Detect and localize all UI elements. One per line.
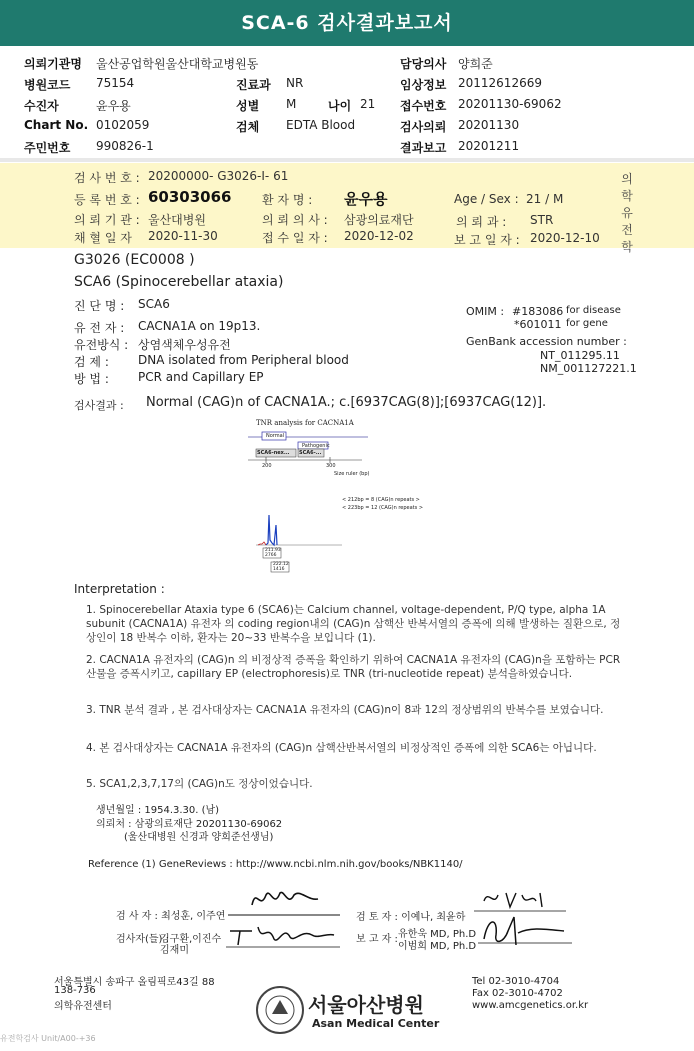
header-value: 양희준 xyxy=(458,57,493,71)
peak-trace xyxy=(266,515,277,545)
dept-label: 의 뢰 과 : xyxy=(456,215,507,229)
genbank-label: GenBank accession number : xyxy=(466,335,627,348)
reporter-name: 유한욱 MD, Ph.D xyxy=(398,929,477,940)
peak-height: 2766 xyxy=(265,553,277,558)
segment-label: SCA6-... xyxy=(299,450,322,456)
header-label: 나이 xyxy=(328,99,352,113)
header-value: 윤우용 xyxy=(96,99,131,113)
header-label: 담당의사 xyxy=(400,57,447,71)
peak-size: 211.93 xyxy=(265,548,281,553)
assistants-names: 김재미 xyxy=(160,945,189,956)
interpretation-heading: Interpretation : xyxy=(74,582,165,596)
header-label: 검체 xyxy=(236,120,260,134)
reviewer: 검 토 자 : 이예나, 최윤하 xyxy=(356,912,466,923)
address: 서울특별시 송파구 올림픽로43길 88 xyxy=(54,977,215,988)
omim-label: OMIM : xyxy=(466,305,505,318)
test-code: G3026 (EC0008 ) xyxy=(74,252,195,268)
header-label: 접수번호 xyxy=(400,99,447,113)
header-value: 울산공업학원울산대학교병원동 xyxy=(96,57,259,71)
exam-no-label: 검 사 번 호 : xyxy=(74,171,140,185)
header-label: 수진자 xyxy=(24,99,59,113)
patient-info-box xyxy=(0,163,694,254)
header-value: 20112612669 xyxy=(458,76,542,90)
inst: 울산대병원 xyxy=(148,213,206,227)
birth-date: 생년월일 : 1954.3.30. (남) xyxy=(96,805,220,816)
interpretation-item: 2. CACNA1A 유전자의 (CAG)n 의 비정상적 증폭을 확인하기 위하여 CACNA1A 유전자의 (CAG)n을 포함하는 PCR 산물을 증폭시키고, capillary EP (electrophoresis)로 TNR (tri-nucleotide repeat) 분석을하였습니다. xyxy=(86,654,621,680)
genbank-1: NT_011295.11 xyxy=(540,349,620,362)
header-value: 75154 xyxy=(96,76,135,90)
divider xyxy=(0,158,694,162)
referrer-detail: (울산대병원 신경과 양희준선생님) xyxy=(124,832,274,843)
repeat-note: < 212bp = 8 (CAG)n repeats > xyxy=(342,497,420,503)
inst-label: 의 뢰 기 관 : xyxy=(74,213,140,227)
report-date: 2020-12-10 xyxy=(530,231,600,245)
tester: 검 사 자 : 최성훈, 이주연 xyxy=(116,911,226,922)
omim-disease: #183086 xyxy=(512,305,564,318)
result-label: 검사결과 : xyxy=(74,399,124,412)
figure-title: TNR analysis for CACNA1A xyxy=(256,419,354,427)
header-label: 임상정보 xyxy=(400,78,447,92)
doctor-label: 의 뢰 의 사 : xyxy=(262,213,328,227)
address-zip: 138-736 xyxy=(54,985,96,996)
reporter-signature xyxy=(474,911,574,951)
corner-watermark: 유전학검사 Unit/A00-+36 xyxy=(0,1034,96,1043)
header-value: 0102059 xyxy=(96,118,150,132)
doctor: 삼광의료재단 xyxy=(344,213,414,227)
header-label: 병원코드 xyxy=(24,78,71,92)
header-label: 검사의뢰 xyxy=(400,120,447,134)
header-value: 20201211 xyxy=(458,139,520,153)
reg-no-label: 등 록 번 호 : xyxy=(74,193,140,207)
hospital-name-en: Asan Medical Center xyxy=(312,1017,440,1030)
patient-label: 환 자 명 : xyxy=(262,193,313,207)
header-value: 20201130 xyxy=(458,118,520,132)
exam-no: 20200000- G3026-I- 61 xyxy=(148,169,289,183)
agesex-label: Age / Sex : xyxy=(454,192,519,206)
report-label: 보 고 일 자 : xyxy=(454,233,520,247)
header-value: 990826-1 xyxy=(96,139,154,153)
genbank-2: NM_001127221.1 xyxy=(540,362,637,375)
asan-foundation-logo-icon xyxy=(256,986,304,1034)
assistant-signature xyxy=(222,917,342,951)
segment-label: SCA6-nex... xyxy=(257,450,290,456)
result-value: Normal (CAG)n of CACNA1A.; c.[6937CAG(8)];[6937CAG(12)]. xyxy=(146,395,547,410)
tnr-figure xyxy=(222,415,442,575)
header-label: 결과보고 xyxy=(400,141,447,155)
reference: Reference (1) GeneReviews : http://www.ncbi.nlm.nih.gov/books/NBK1140/ xyxy=(88,859,463,870)
header-label: 의뢰기관명 xyxy=(24,57,82,71)
peak-size: 222.12 xyxy=(273,562,289,567)
receive-label: 접 수 일 자 : xyxy=(262,231,328,245)
assistants-names: 김구환,이진수 xyxy=(160,934,222,945)
interpretation-item: 4. 본 검사대상자는 CACNA1A 유전자의 (CAG)n 삼핵산반복서열의 비정상적인 증폭에 의한 SCA6는 아닙니다. xyxy=(86,742,597,754)
test-name: SCA6 (Spinocerebellar ataxia) xyxy=(74,274,284,290)
pathogenic-label: Pathogenic xyxy=(302,443,330,449)
header-value: 20201130-69062 xyxy=(458,97,562,111)
mode-label: 유전방식 : xyxy=(74,338,129,352)
interpretation-item: 1. Spinocerebellar Ataxia type 6 (SCA6)는 Calcium channel, voltage-dependent, P/Q type, alpha 1A subunit (CACNA1A) 유전자 의 coding region내의 (CAG)n 삼핵산 반복서열의 증폭에 의해 발생하는 질환으로, 정상인이 18 반복수 이하, 환자는 20~33 반복수을 보입니다 (1). xyxy=(86,604,621,644)
side-vertical-label: 의학유전학 xyxy=(621,172,633,254)
report-header xyxy=(0,46,694,154)
dx-label: 진 단 명 : xyxy=(74,299,125,313)
method-label: 방 법 : xyxy=(74,372,109,386)
gene-label: 유 전 자 : xyxy=(74,321,125,335)
header-label: Chart No. xyxy=(24,118,89,132)
header-value: 21 xyxy=(360,97,376,111)
header-label: 주민번호 xyxy=(24,141,71,155)
header-value: NR xyxy=(286,76,304,90)
dx-value: SCA6 xyxy=(138,297,170,311)
ruler-label: Size ruler (bp) xyxy=(334,471,370,477)
tnr-electropherogram xyxy=(222,415,442,575)
tick-label: 300 xyxy=(326,463,336,469)
method-value: PCR and Capillary EP xyxy=(138,370,264,384)
ladder-trace xyxy=(258,542,266,545)
receive-date: 2020-12-02 xyxy=(344,229,414,243)
interpretation-item: 5. SCA1,2,3,7,17의 (CAG)n도 정상이었습니다. xyxy=(86,778,313,790)
website: www.amcgenetics.or.kr xyxy=(472,1000,589,1011)
assistants-label: 검사자(들) : xyxy=(116,934,169,945)
omim-disease-note: for disease xyxy=(566,305,621,316)
header-value: EDTA Blood xyxy=(286,118,356,132)
address-center: 의학유전센터 xyxy=(54,1001,112,1012)
interpretation-item: 3. TNR 분석 결과 , 본 검사대상자는 CACNA1A 유전자의 (CAG)n이 8과 12의 정상범위의 반복수를 보였습니다. xyxy=(86,704,604,716)
header-value: M xyxy=(286,97,297,111)
tester-signature xyxy=(222,881,342,921)
reporter-name: 이범희 MD, Ph.D xyxy=(398,941,477,952)
header-label: 성별 xyxy=(236,99,260,113)
repeat-note: < 223bp = 12 (CAG)n repeats > xyxy=(342,505,424,511)
referrer: 의뢰처 : 삼광의료재단 20201130-69062 xyxy=(96,819,283,830)
tel: Tel 02-3010-4704 xyxy=(472,976,560,987)
collect-date: 2020-11-30 xyxy=(148,229,218,243)
gene-value: CACNA1A on 19p13. xyxy=(138,319,261,333)
mode-value: 상염색체우성유전 xyxy=(138,338,231,352)
header-label: 진료과 xyxy=(236,78,271,92)
agesex: 21 / M xyxy=(526,192,564,206)
omim-gene: *601011 xyxy=(514,318,562,331)
patient-name: 윤우용 xyxy=(344,190,388,208)
scanned-report xyxy=(0,163,694,1051)
omim-gene-note: for gene xyxy=(566,318,608,329)
peak-height: 1416 xyxy=(273,567,285,572)
spec-label: 검 제 : xyxy=(74,355,109,369)
hospital-name-ko: 서울아산병원 xyxy=(308,993,424,1017)
dept: STR xyxy=(530,213,554,227)
reporter-label: 보 고 자 : xyxy=(356,934,398,945)
spec-value: DNA isolated from Peripheral blood xyxy=(138,353,349,367)
reg-no: 60303066 xyxy=(148,188,232,206)
report-title: SCA-6 검사결과보고서 xyxy=(0,0,694,46)
normal-label: Normal xyxy=(266,433,285,439)
tick-label: 200 xyxy=(262,463,272,469)
collect-label: 채 혈 일 자 xyxy=(74,231,132,245)
fax: Fax 02-3010-4702 xyxy=(472,988,563,999)
